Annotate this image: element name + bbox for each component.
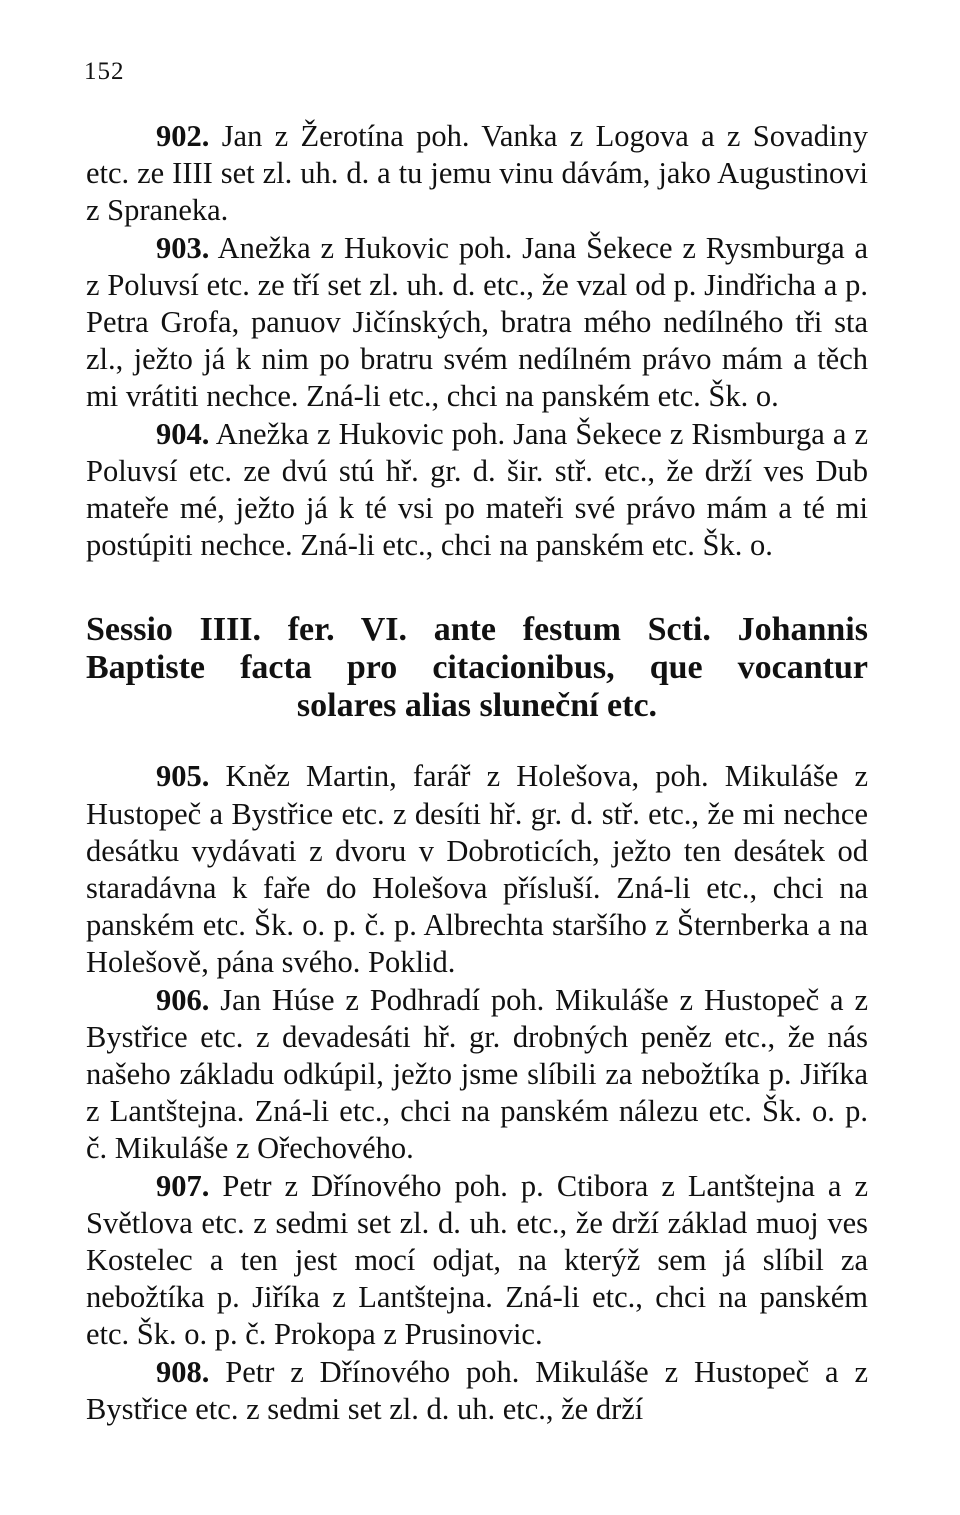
section-heading-line-3: solares alias sluneční etc. xyxy=(296,687,658,725)
entry-905 xyxy=(86,758,868,981)
entry-907 xyxy=(86,1168,868,1354)
entry-text: Anežka z Hukovic poh. Jana Šekece z Rismburga a z Poluvsí etc. ze dvú stú hř. gr. d. šir. stř. etc., že drží ves Dub mateře mé, ježto já k té vsi po mateři své právo mám a té mi postúpiti nechce. Zná-li etc., chci na panském etc. Šk. o. xyxy=(86,416,868,563)
entry-text: Kněz Martin, farář z Holešova, poh. Mikuláše z Hustopeč a Bystřice etc. z desíti hř. gr. d. stř. etc., že mi nechce desátku vydávati z dvoru v Dobroticích, ježto ten desátek od staradávna k faře do Holešova přísluší. Zná-li etc., chci na panském etc. Šk. o. p. č. p. Albrechta staršího z Šternberka a na Holešově, pána svého. Poklid. xyxy=(86,759,869,980)
entry-number: 902. xyxy=(156,119,210,153)
entry-number: 904. xyxy=(156,416,210,451)
entry-number: 907. xyxy=(156,1168,210,1203)
entry-902 xyxy=(86,118,868,230)
section-heading-line-1: Sessio IIII. fer. VI. ante festum Scti. Johannis xyxy=(86,611,868,649)
entry-number: 906. xyxy=(156,982,210,1017)
entry-906 xyxy=(86,982,868,1168)
entry-908 xyxy=(86,1354,868,1428)
entry-text: Jan z Žerotína poh. Vanka z Logova a z Sovadiny etc. ze IIII set zl. uh. d. a tu jemu vinu dávám, jako Augustinovi z Spraneka. xyxy=(86,119,868,228)
section-heading-line-2: Baptiste facta pro citacionibus, que vocantur xyxy=(86,649,868,687)
entry-text: Anežka z Hukovic poh. Jana Šekece z Rysmburga a z Poluvsí etc. ze tří set zl. uh. d. etc., že vzal od p. Jindřicha a p. Petra Grofa, panuov Jičínských, bratra mého nedílného tři sta zl., ježto já k nim po bratru svém nedílném právo mám a těch mi vrátiti nechce. Zná-li etc., chci na panském etc. Šk. o. xyxy=(86,230,869,414)
entry-number: 903. xyxy=(156,230,210,265)
entry-text: Petr z Dřínového poh. Mikuláše z Hustopeč a z Bystřice etc. z sedmi set zl. d. uh. etc., že drží xyxy=(86,1354,868,1426)
page-number: 152 xyxy=(84,58,125,85)
entry-number: 908. xyxy=(156,1354,210,1389)
text-column xyxy=(86,118,868,1428)
entry-903 xyxy=(86,230,868,416)
entry-text: Petr z Dřínového poh. p. Ctibora z Lantštejna a z Světlova etc. z sedmi set zl. d. uh. etc., že drží základ muoj ves Kostelec a ten jest mocí odjat, na kterýž sem já slíbil za nebožtíka p. Jiříka z Lantštejna. Zná-li etc., chci na panském etc. Šk. o. p. č. Prokopa z Prusinovic. xyxy=(86,1168,868,1352)
entry-text: Jan Húse z Podhradí poh. Mikuláše z Hustopeč a z Bystřice etc. z devadesáti hř. gr. drobných peněz etc., že nás našeho základu odkúpil, ježto jsme slíbili za nebožtíka p. Jiříka z Lantštejna. Zná-li etc., chci na panském nálezu etc. Šk. o. p. č. Mikuláše z Ořechového. xyxy=(86,982,869,1166)
entry-904 xyxy=(86,416,868,565)
entry-number: 905. xyxy=(156,759,210,794)
section-heading xyxy=(86,611,868,725)
